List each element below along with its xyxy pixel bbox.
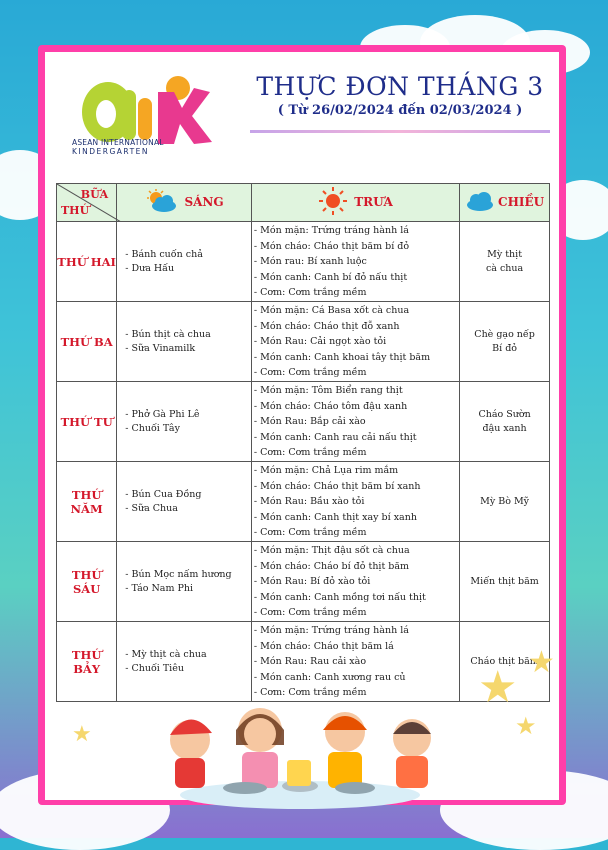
list-item: cà chua	[485, 262, 524, 274]
star-decoration-icon: ★	[528, 645, 555, 680]
list-item: - Bánh cuốn chả	[125, 248, 203, 260]
list-item: - Món canh: Canh mồng tơi nấu thịt	[253, 591, 426, 603]
list-item: - Phở Gà Phi Lê	[125, 408, 200, 420]
morning-cell	[117, 542, 252, 622]
list-item: - Món mặn: Tôm Biển rang thịt	[253, 385, 403, 396]
sun-icon	[318, 186, 348, 219]
list-item: - Món mặn: Trứng tráng hành lá	[253, 225, 409, 236]
list-item: - Món canh: Canh rau cải nấu thịt	[253, 431, 417, 443]
list-item: Mỳ Bò Mỹ	[480, 495, 530, 507]
list-item: - Cơm: Cơm trắng mềm	[253, 527, 367, 538]
table-row	[57, 382, 550, 462]
noon-cell	[251, 302, 459, 382]
list-item: - Cơm: Cơm trắng mềm	[253, 367, 367, 378]
list-item: - Món cháo: Cháo tôm đậu xanh	[253, 400, 408, 412]
list-item: - Món mặn: Trứng tráng hành lá	[253, 625, 409, 636]
morning-cell	[117, 222, 252, 302]
list-item: - Dưa Hấu	[125, 262, 175, 274]
header-morning	[117, 184, 252, 222]
afternoon-cell	[460, 542, 550, 622]
star-decoration-icon: ★	[515, 712, 537, 740]
morning-cell	[117, 462, 252, 542]
noon-cell	[251, 542, 459, 622]
list-item: Cháo thịt băm	[470, 655, 539, 667]
morning-cell	[117, 382, 252, 462]
morning-cell	[117, 302, 252, 382]
list-item: - Món Rau: Bắp cải xào	[253, 416, 366, 427]
page-title: THỰC ĐƠN THÁNG 3	[256, 72, 544, 101]
afternoon-cell	[460, 382, 550, 462]
sun-cloud-icon	[144, 189, 178, 216]
list-item: - Món Rau: Bí đỏ xào tỏi	[253, 576, 371, 587]
noon-cell	[251, 382, 459, 462]
morning-cell	[117, 622, 252, 702]
list-item: - Món Rau: Cải ngọt xào tỏi	[253, 336, 387, 347]
list-item: - Món canh: Canh khoai tây thịt băm	[253, 351, 431, 363]
kid-icon	[393, 719, 431, 788]
list-item: - Món cháo: Cháo thịt băm bí xanh	[253, 480, 421, 492]
list-item: - Cơm: Cơm trắng mềm	[253, 687, 367, 698]
list-item: - Món cháo: Cháo thịt băm bí đỏ	[253, 240, 410, 252]
kid-icon	[323, 712, 367, 788]
list-item: - Bún thịt cà chua	[125, 328, 211, 340]
list-item: - Món cháo: Cháo bí đỏ thịt băm	[253, 560, 410, 572]
corner-meal-label: BỮA	[80, 188, 109, 201]
list-item: - Món rau: Bí xanh luộc	[253, 256, 367, 267]
list-item: - Món canh: Canh bí đỏ nấu thịt	[253, 271, 408, 283]
date-range: ( Từ 26/02/2024 đến 02/03/2024 )	[277, 103, 523, 118]
school-name	[72, 138, 232, 156]
list-item: - Bún Cua Đồng	[125, 488, 202, 500]
list-item: - Sữa Chua	[125, 502, 178, 514]
children-eating-illustration	[150, 700, 450, 810]
list-item: - Chuối Tây	[125, 422, 180, 434]
table-row	[57, 302, 550, 382]
list-item: Chè gạo nếp	[474, 328, 535, 340]
list-item: - Cơm: Cơm trắng mềm	[253, 447, 367, 458]
noon-cell	[251, 462, 459, 542]
title-underline	[250, 130, 550, 133]
school-name-line1: ASEAN INTERNATIONAL	[72, 138, 164, 147]
list-item: - Món mặn: Chả Lụa rim mắm	[253, 465, 399, 476]
day-cell: THỨ TƯ	[57, 382, 117, 462]
list-item: - Món mặn: Thịt đậu sốt cà chua	[253, 545, 410, 556]
list-item: - Chuối Tiêu	[125, 662, 184, 674]
kid-icon	[170, 719, 212, 788]
list-item: Cháo Sườn	[478, 408, 531, 420]
list-item: - Món canh: Canh thịt xay bí xanh	[253, 511, 417, 523]
list-item: Mỳ thịt	[487, 248, 523, 260]
cloud-icon	[465, 191, 495, 214]
weekly-menu-table	[56, 183, 550, 702]
day-cell: THỨ BẢY	[57, 622, 117, 702]
header-noon-label: TRƯA	[354, 195, 393, 209]
afternoon-cell	[460, 302, 550, 382]
list-item: - Món cháo: Cháo thịt đỗ xanh	[253, 320, 400, 332]
noon-cell	[251, 222, 459, 302]
kid-icon	[236, 708, 284, 788]
school-name-line2: KINDERGARTEN	[72, 147, 150, 156]
table-row	[57, 222, 550, 302]
corner-day-label: THỨ	[61, 204, 90, 217]
day-cell: THỨ NĂM	[57, 462, 117, 542]
afternoon-cell	[460, 462, 550, 542]
day-cell: THỨ SÁU	[57, 542, 117, 622]
list-item: - Món mặn: Cá Basa xốt cà chua	[253, 305, 410, 316]
table-row	[57, 462, 550, 542]
list-item: - Táo Nam Phi	[125, 582, 194, 594]
day-cell: THỨ HAI	[57, 222, 117, 302]
list-item: - Cơm: Cơm trắng mềm	[253, 607, 367, 618]
star-decoration-icon: ★	[478, 662, 518, 713]
table-header-row	[57, 184, 550, 222]
day-cell: THỨ BA	[57, 302, 117, 382]
star-decoration-icon: ★	[72, 722, 92, 747]
afternoon-cell	[460, 222, 550, 302]
list-item: - Bún Mọc nấm hương	[125, 568, 232, 580]
header-afternoon-label: CHIỀU	[498, 195, 545, 209]
list-item: đậu xanh	[482, 422, 527, 434]
header-noon	[251, 184, 459, 222]
list-item: - Món canh: Canh xương rau củ	[253, 671, 406, 683]
table-row	[57, 542, 550, 622]
header-corner	[57, 184, 117, 222]
list-item: - Món Rau: Bầu xào tỏi	[253, 496, 365, 507]
list-item: Miến thịt băm	[470, 575, 539, 587]
list-item: - Mỳ thịt cà chua	[125, 648, 207, 660]
list-item: - Cơm: Cơm trắng mềm	[253, 287, 367, 298]
list-item: - Sữa Vinamilk	[125, 342, 196, 354]
noon-cell	[251, 622, 459, 702]
header-morning-label: SÁNG	[184, 195, 224, 209]
list-item: - Món Rau: Rau cải xào	[253, 656, 367, 667]
list-item: - Món cháo: Cháo thịt băm lá	[253, 640, 394, 652]
header-afternoon	[460, 184, 550, 222]
table-row	[57, 622, 550, 702]
list-item: Bí đỏ	[492, 342, 517, 354]
